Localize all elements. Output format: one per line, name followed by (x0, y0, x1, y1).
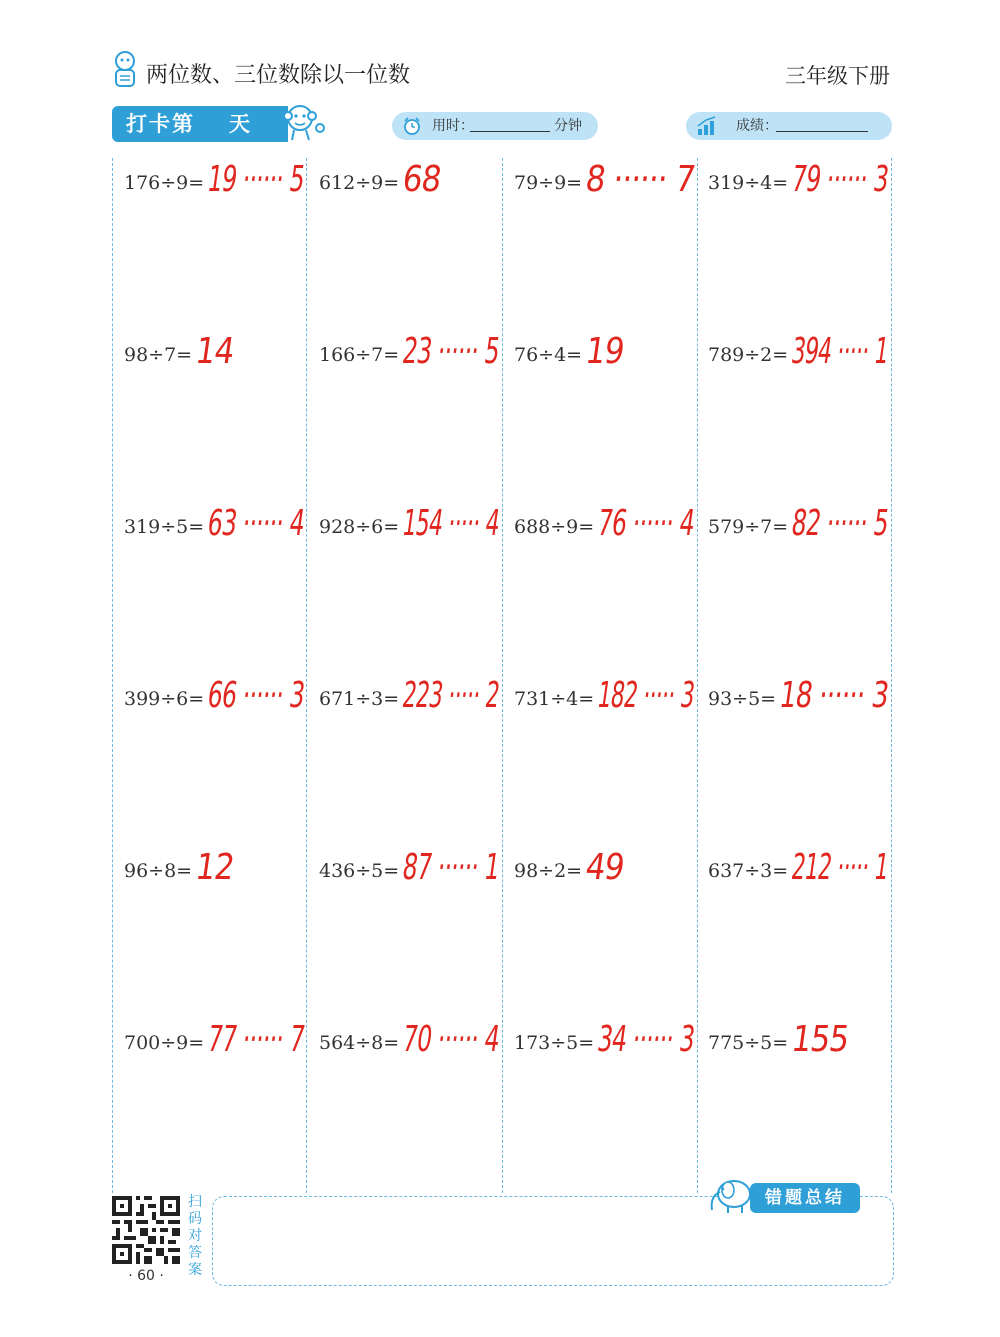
handwritten-answer: 76 ······ 4 (595, 502, 697, 544)
problem-text: 98÷7= (124, 344, 193, 366)
handwritten-answer: 87 ······ 1 (400, 846, 502, 888)
grade-label: 三年级下册 (785, 64, 890, 88)
problem-cell (708, 846, 891, 888)
problem-text: 399÷6= (124, 688, 205, 710)
problem-text: 98÷2= (514, 860, 583, 882)
problem-text: 173÷5= (514, 1032, 595, 1054)
page-title: 两位数、三位数除以一位数 (146, 63, 411, 88)
problem-text: 928÷6= (319, 516, 400, 538)
handwritten-answer: 14 (193, 330, 237, 372)
problem-cell (319, 330, 502, 372)
problem-cell (124, 848, 304, 888)
problem-cell (514, 158, 698, 200)
handwritten-answer: 19 ······ 5 (205, 158, 307, 200)
problem-text: 76÷4= (514, 344, 583, 366)
handwritten-answer: 68 (400, 158, 444, 200)
handwritten-answer: 394 ····· 1 (789, 330, 891, 372)
handwritten-answer: 223 ····· 2 (400, 674, 502, 716)
problem-cell (124, 332, 304, 372)
checkin-banner (112, 106, 288, 142)
problem-text: 93÷5= (708, 688, 777, 710)
page-number: · 60 · (128, 1268, 164, 1284)
problem-cell (514, 332, 694, 372)
problem-cell (708, 502, 891, 544)
qr-caption: 扫码对答案 (188, 1194, 202, 1278)
mascot-icon (108, 50, 142, 94)
handwritten-answer: 19 (583, 330, 627, 372)
problem-cell (124, 1018, 307, 1060)
problem-text: 612÷9= (319, 172, 400, 194)
problem-cell (708, 1020, 888, 1060)
handwritten-answer: 12 (193, 846, 237, 888)
score-label: 成绩： (736, 118, 778, 134)
column-divider (697, 158, 698, 1193)
column-divider (891, 158, 892, 1193)
problem-cell (514, 674, 697, 716)
problem-cell (124, 502, 307, 544)
problem-text: 319÷5= (124, 516, 205, 538)
score-field (686, 112, 892, 140)
problem-cell (514, 1018, 697, 1060)
problem-text: 319÷4= (708, 172, 789, 194)
handwritten-answer: 182 ····· 3 (595, 674, 697, 716)
handwritten-answer: 212 ····· 1 (789, 846, 891, 888)
problem-text: 579÷7= (708, 516, 789, 538)
problem-cell (708, 674, 891, 716)
handwritten-answer: 66 ······ 3 (205, 674, 307, 716)
time-unit: 分钟 (554, 118, 582, 134)
problem-cell (124, 158, 307, 200)
handwritten-answer: 79 ······ 3 (789, 158, 891, 200)
time-input[interactable] (470, 131, 550, 132)
problem-cell (708, 158, 891, 200)
problem-cell (708, 330, 891, 372)
handwritten-answer: 49 (583, 846, 627, 888)
time-field (392, 112, 598, 140)
alarm-clock-icon (402, 116, 422, 136)
handwritten-answer: 70 ······ 4 (400, 1018, 502, 1060)
handwritten-answer: 154 ····· 4 (400, 502, 502, 544)
handwritten-answer: 8 ······ 7 (583, 158, 698, 200)
qr-code[interactable] (112, 1196, 180, 1264)
problem-cell (319, 1018, 502, 1060)
handwritten-answer: 63 ······ 4 (205, 502, 307, 544)
problem-cell (124, 674, 307, 716)
problem-cell (319, 160, 499, 200)
handwritten-answer: 23 ······ 5 (400, 330, 502, 372)
mistake-summary-label: 错题总结 (750, 1183, 860, 1213)
problem-text: 96÷8= (124, 860, 193, 882)
problem-text: 176÷9= (124, 172, 205, 194)
problem-cell (514, 502, 697, 544)
handwritten-answer: 18 ······ 3 (777, 674, 891, 716)
problem-text: 775÷5= (708, 1032, 789, 1054)
elephant-icon (706, 1176, 756, 1218)
problem-cell (319, 846, 502, 888)
problem-text: 436÷5= (319, 860, 400, 882)
checkin-suffix: 天 (229, 112, 252, 136)
handwritten-answer: 77 ······ 7 (205, 1018, 307, 1060)
handwritten-answer: 82 ······ 5 (789, 502, 891, 544)
monkey-icon (282, 100, 328, 148)
handwritten-answer: 155 (789, 1018, 851, 1060)
checkin-prefix: 打卡第 (126, 112, 195, 136)
problem-text: 671÷3= (319, 688, 400, 710)
column-divider (502, 158, 503, 1193)
problem-text: 731÷4= (514, 688, 595, 710)
problem-text: 79÷9= (514, 172, 583, 194)
score-input[interactable] (776, 131, 868, 132)
time-label: 用时： (432, 118, 474, 134)
problem-text: 637÷3= (708, 860, 789, 882)
problem-text: 700÷9= (124, 1032, 205, 1054)
problem-text: 564÷8= (319, 1032, 400, 1054)
problem-cell (514, 848, 694, 888)
problem-cell (319, 674, 502, 716)
bar-chart-icon (696, 116, 718, 136)
problem-text: 166÷7= (319, 344, 400, 366)
column-divider (112, 158, 113, 1193)
problem-text: 688÷9= (514, 516, 595, 538)
problem-text: 789÷2= (708, 344, 789, 366)
handwritten-answer: 34 ······ 3 (595, 1018, 697, 1060)
problem-cell (319, 502, 502, 544)
